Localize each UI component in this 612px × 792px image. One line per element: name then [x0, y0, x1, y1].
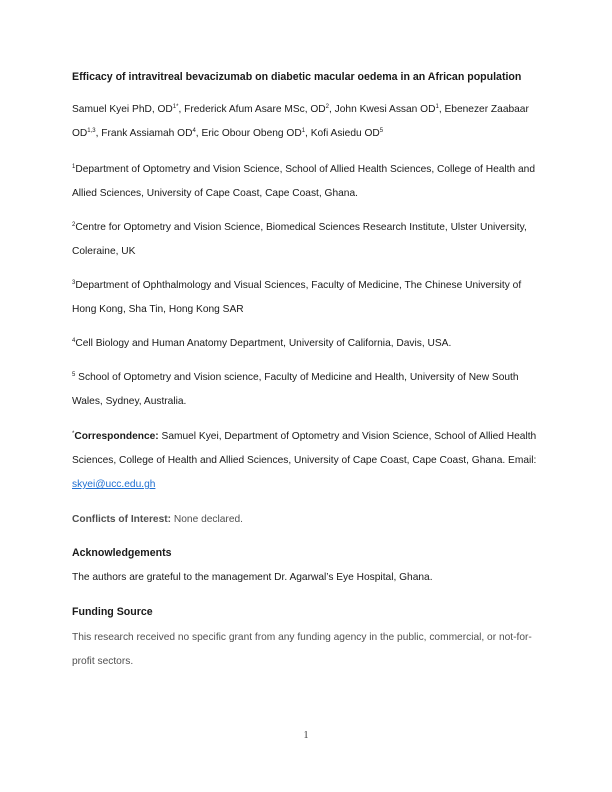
author-name: John Kwesi Assan OD — [334, 104, 436, 115]
author-affiliation-mark: 5 — [379, 128, 384, 134]
affiliation-number: 3 — [72, 280, 76, 286]
author-affiliation-mark: 1,3 — [87, 128, 96, 134]
author-separator: , — [438, 104, 445, 115]
author-separator: , — [178, 104, 185, 115]
affiliation-1 — [72, 158, 542, 206]
author-name: Eric Obour Obeng OD — [201, 128, 302, 139]
author-affiliation-mark: 4 — [192, 128, 196, 134]
author-name: Ebenezer Zaabaar OD — [72, 104, 529, 139]
affiliation-text: Department of Optometry and Vision Science, School of Allied Health Sciences, College of Health and Allied Sciences, University of Cape Coast, Cape Coast, Ghana. — [72, 164, 535, 199]
affiliation-number: 1 — [72, 164, 76, 170]
funding-heading: Funding Source — [72, 606, 153, 618]
conflicts-label: Conflicts of Interest: — [72, 514, 172, 525]
affiliation-text: School of Optometry and Vision science, Faculty of Medicine and Health, University of New South Wales, Sydney, Australia. — [72, 372, 519, 407]
author-separator: , — [195, 128, 202, 139]
author-name: Kofi Asiedu OD — [310, 128, 380, 139]
acknowledgements-text: The authors are grateful to the management Dr. Agarwal’s Eye Hospital, Ghana. — [72, 572, 433, 583]
author-list — [72, 98, 542, 146]
author-affiliation-mark: 1 — [435, 104, 439, 110]
author-name: Frank Assiamah OD — [101, 128, 193, 139]
affiliation-4 — [72, 332, 542, 356]
author-separator: , — [305, 128, 311, 139]
conflicts-of-interest — [72, 508, 542, 532]
funding-text: This research received no specific grant from any funding agency in the public, commercial, or not-for-profit sectors. — [72, 632, 532, 667]
author-name: Samuel Kyei PhD, OD — [72, 104, 173, 115]
author-affiliation-mark: 1 — [301, 128, 306, 134]
author-affiliation-mark: 1* — [172, 104, 179, 110]
author-name: Frederick Afum Asare MSc, OD — [184, 104, 326, 115]
affiliation-text: Centre for Optometry and Vision Science, Biomedical Sciences Research Institute, Ulster University, Coleraine, UK — [72, 222, 527, 257]
affiliation-number: 2 — [72, 222, 76, 228]
affiliation-5 — [72, 366, 542, 414]
author-separator: , — [95, 128, 102, 139]
email-link[interactable]: skyei@ucc.edu.gh — [72, 479, 156, 490]
author-affiliation-mark: 2 — [325, 104, 329, 110]
affiliation-2 — [72, 216, 542, 264]
correspondence-mark: * — [72, 431, 75, 437]
conflicts-text: None declared. — [171, 514, 243, 525]
acknowledgements-heading: Acknowledgements — [72, 547, 172, 559]
paper-title: Efficacy of intravitreal bevacizumab on diabetic macular oedema in an African population — [72, 71, 522, 83]
correspondence-text: Samuel Kyei, Department of Optometry and Vision Science, School of Allied Health Sciences, College of Health and Allied Sciences, University of Cape Coast, Cape Coast, Ghana. Email: — [72, 431, 537, 466]
affiliation-3 — [72, 274, 542, 322]
page-number: 1 — [303, 730, 309, 741]
affiliation-text: Department of Ophthalmology and Visual Sciences, Faculty of Medicine, The Chinese University of Hong Kong, Sha Tin, Hong Kong SAR — [72, 280, 522, 315]
correspondence-label: Correspondence: — [74, 431, 159, 442]
author-separator: , — [329, 104, 335, 115]
affiliation-text: Cell Biology and Human Anatomy Department, University of California, Davis, USA. — [75, 338, 452, 349]
affiliation-number: 5 — [72, 372, 76, 378]
affiliation-number: 4 — [72, 338, 76, 344]
correspondence — [72, 425, 542, 497]
